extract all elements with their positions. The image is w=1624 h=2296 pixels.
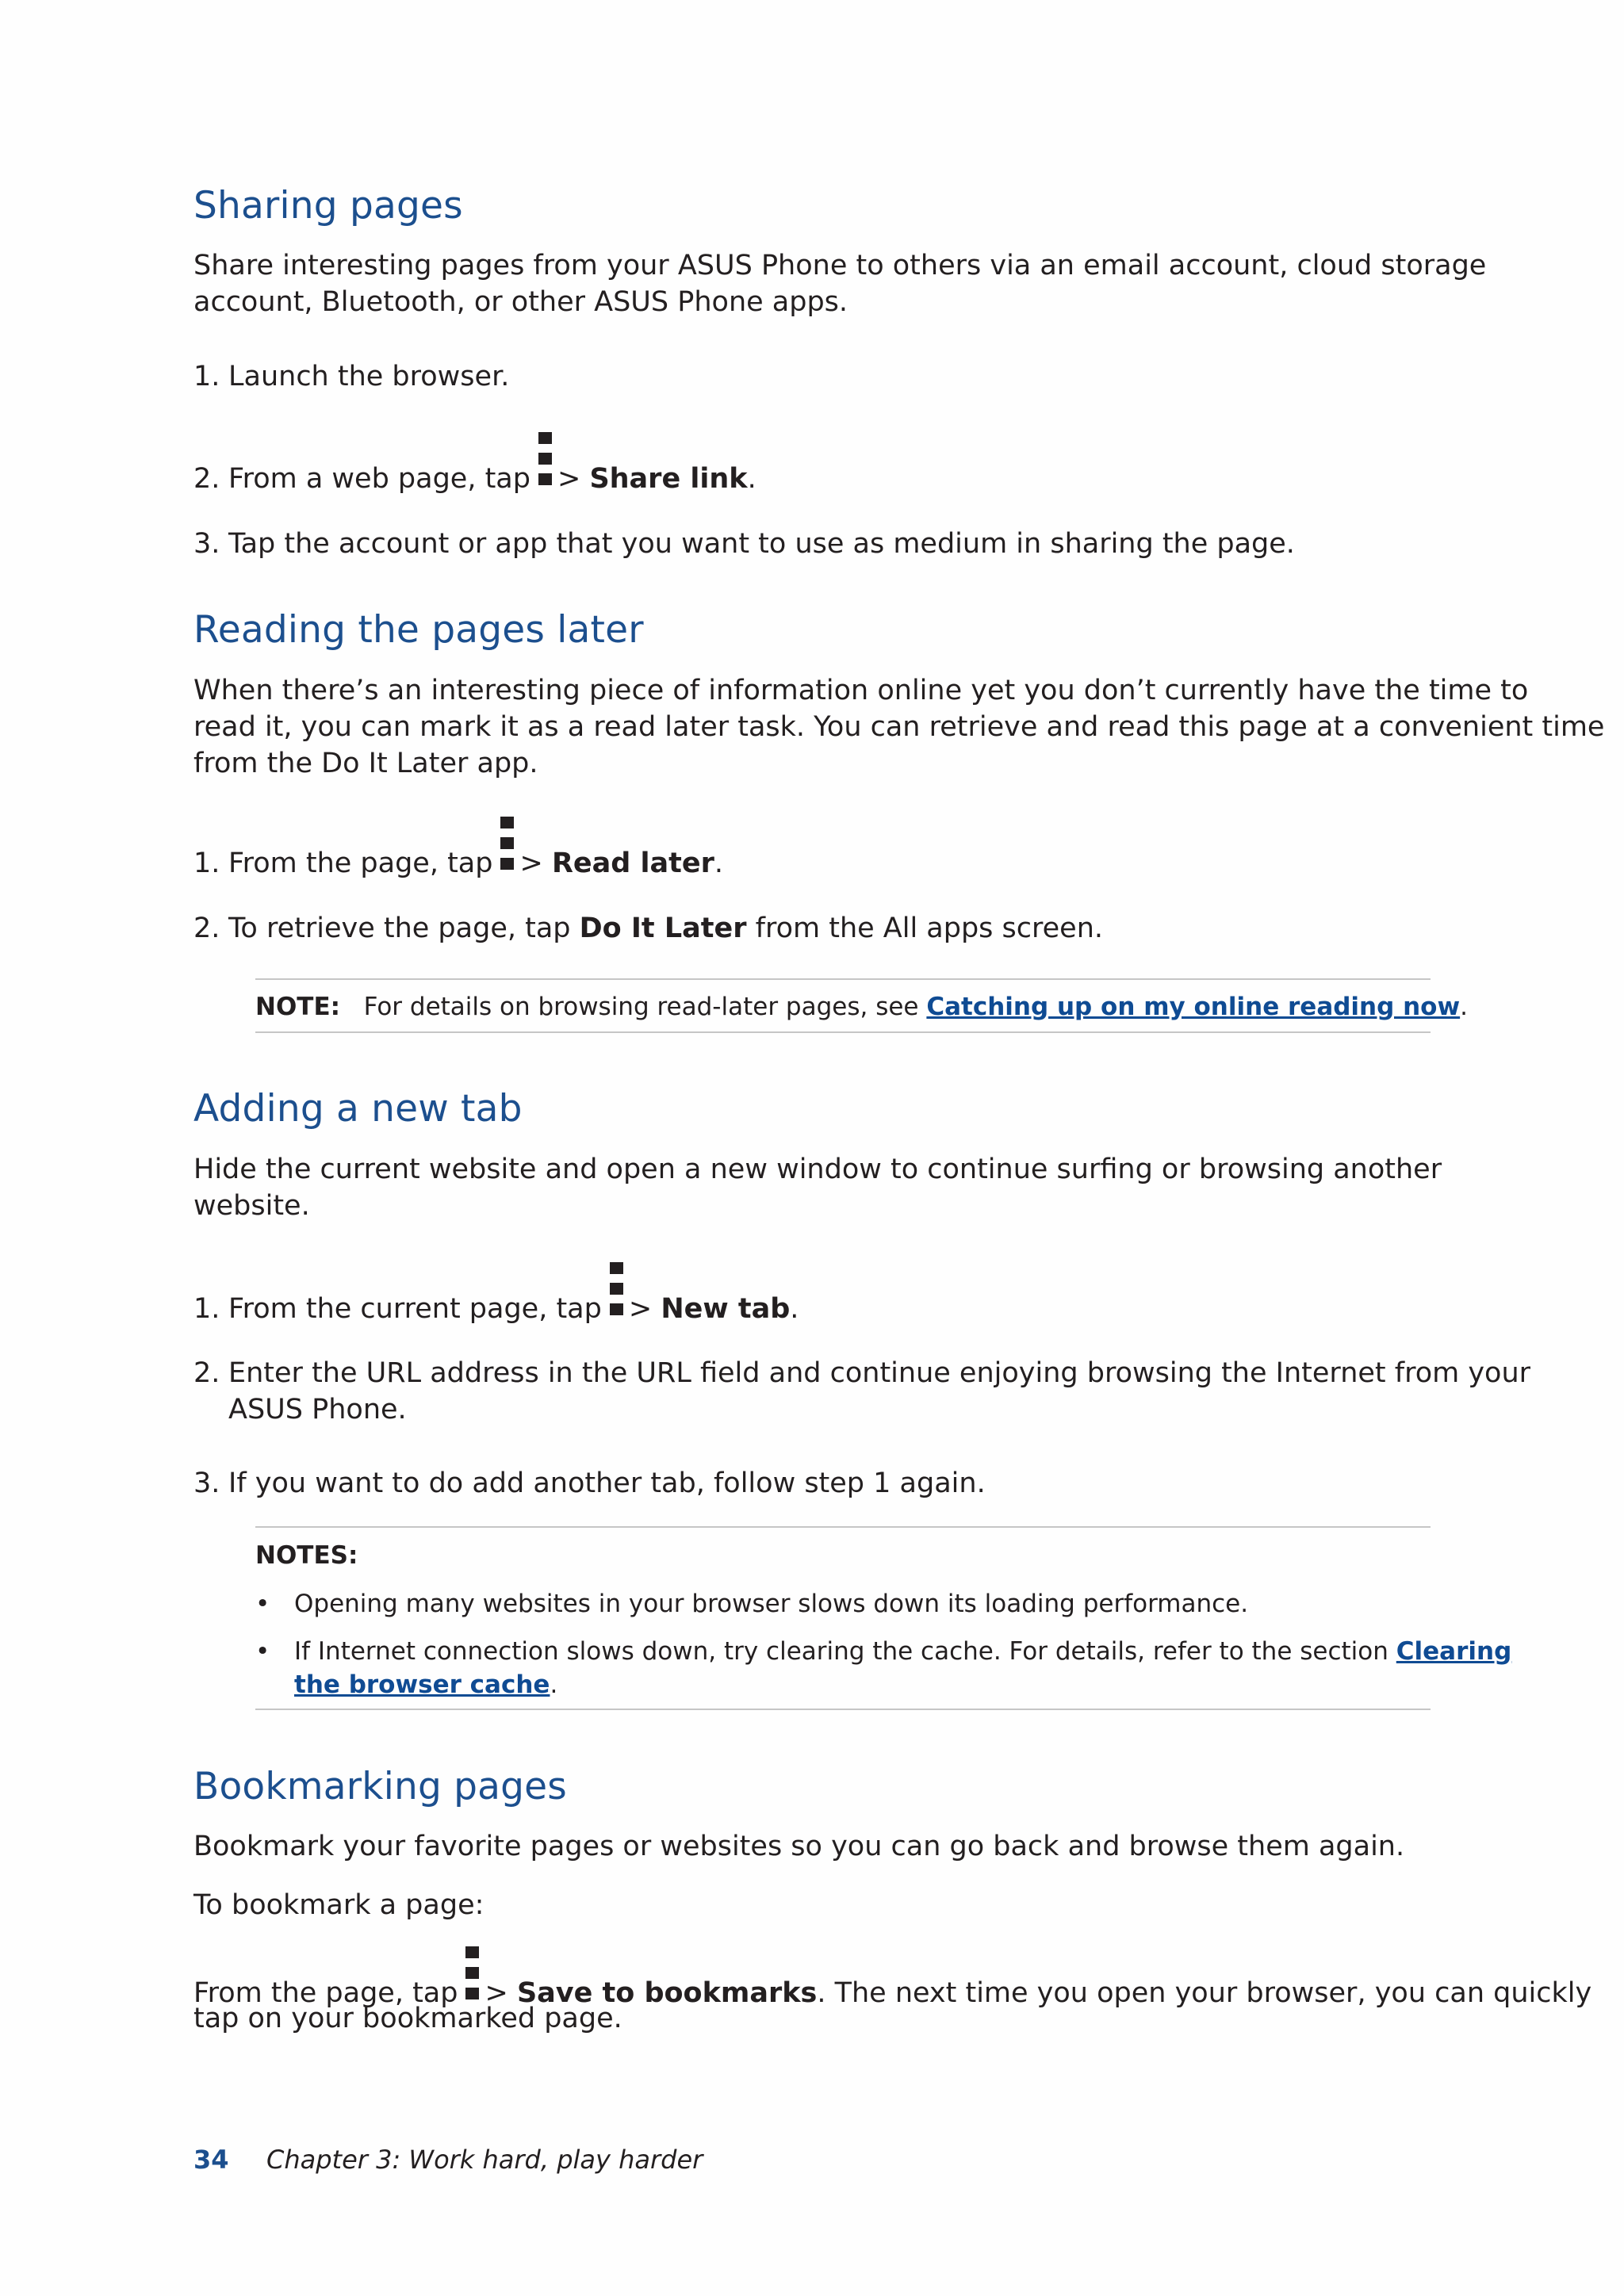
- notes-top-rule: [255, 1526, 1431, 1528]
- sharing-intro-line2: account, Bluetooth, or other ASUS Phone apps.: [193, 286, 848, 318]
- step-number: 3.: [193, 1468, 220, 1499]
- page-number: 34: [193, 2145, 229, 2175]
- section-heading-bookmarking: Bookmarking pages: [193, 1765, 567, 1808]
- newtab-intro-line2: website.: [193, 1190, 310, 1222]
- more-options-icon: [538, 432, 553, 488]
- notes-bullet-2: [294, 1637, 1511, 1666]
- reading-note: [255, 993, 1468, 1021]
- sharing-intro-line1: Share interesting pages from your ASUS Phone to others via an email account, cloud storage: [193, 250, 1487, 281]
- step-text: From the page, tap: [193, 1977, 458, 2009]
- step-separator: >: [628, 1293, 653, 1325]
- bookmark-subheading: To bookmark a page:: [193, 1889, 485, 1921]
- bullet-marker: •: [255, 1590, 270, 1618]
- note-punct: .: [1460, 993, 1468, 1021]
- clearing-cache-link[interactable]: Clearing: [1396, 1637, 1512, 1666]
- step-text: If you want to do add another tab, follow step 1 again.: [228, 1468, 986, 1499]
- newtab-step-2: [193, 1355, 1530, 1391]
- newtab-step-1: [193, 1262, 799, 1327]
- step-separator: >: [485, 1977, 508, 2009]
- step-number: 2.: [193, 913, 220, 944]
- step-number: 1.: [193, 848, 220, 879]
- step-text: . The next time you open your browser, you can quickly: [817, 1977, 1592, 2009]
- step-punct: .: [790, 1293, 799, 1325]
- note-bottom-rule: [255, 1031, 1431, 1033]
- note-top-rule: [255, 978, 1431, 980]
- step-text: From a web page, tap: [228, 463, 530, 495]
- step-separator: >: [557, 463, 581, 495]
- bullet-marker: •: [255, 1637, 270, 1666]
- bookmark-instruction-line2: tap on your bookmarked page.: [193, 2003, 622, 2034]
- bookmark-intro: Bookmark your favorite pages or websites so you can go back and browse them again.: [193, 1831, 1405, 1862]
- more-options-icon: [500, 817, 515, 872]
- step-text: To retrieve the page, tap: [228, 913, 571, 944]
- notes-bullet-1: Opening many websites in your browser slows down its loading performance.: [294, 1590, 1249, 1618]
- step-number: 3.: [193, 528, 220, 560]
- step-text: Enter the URL address in the URL field and continue enjoying browsing the Internet from your: [228, 1357, 1531, 1389]
- reading-intro-line3: from the Do It Later app.: [193, 748, 538, 779]
- step-number: 2.: [193, 463, 220, 495]
- step-action: Share link: [589, 463, 748, 495]
- step-text: From the current page, tap: [228, 1293, 602, 1325]
- step-text: from the All apps screen.: [755, 913, 1104, 944]
- reading-intro-line1: When there’s an interesting piece of information online yet you don’t currently have the time to: [193, 675, 1529, 706]
- clearing-cache-link-cont[interactable]: the browser cache: [294, 1670, 550, 1699]
- step-punct: .: [714, 848, 723, 879]
- section-heading-reading-later: Reading the pages later: [193, 608, 644, 652]
- notes-bottom-rule: [255, 1709, 1431, 1710]
- reading-step-2: [193, 910, 1103, 947]
- reading-step-1: [193, 817, 723, 882]
- note-text: If Internet connection slows down, try clearing the cache. For details, refer to the section: [294, 1637, 1388, 1666]
- note-label: NOTE:: [255, 993, 341, 1021]
- note-text: For details on browsing read-later pages, see: [363, 993, 919, 1021]
- step-separator: >: [519, 848, 543, 879]
- catching-up-link[interactable]: Catching up on my online reading now: [926, 993, 1461, 1021]
- reading-intro-line2: read it, you can mark it as a read later task. You can retrieve and read this page at a convenient time: [193, 711, 1605, 743]
- step-number: 1.: [193, 361, 220, 392]
- notes-label: NOTES:: [255, 1541, 358, 1570]
- step-punct: .: [747, 463, 756, 495]
- step-number: 2.: [193, 1357, 220, 1389]
- sharing-step-1: [193, 358, 509, 395]
- app-name: Do It Later: [579, 913, 747, 944]
- more-options-icon: [465, 1946, 480, 2002]
- step-text: Tap the account or app that you want to use as medium in sharing the page.: [228, 528, 1295, 560]
- step-action: Read later: [551, 848, 714, 879]
- section-heading-new-tab: Adding a new tab: [193, 1087, 523, 1131]
- step-action: New tab: [661, 1293, 791, 1325]
- step-text: Launch the browser.: [228, 361, 510, 392]
- notes-bullet-2-cont: [294, 1670, 557, 1699]
- more-options-icon: [610, 1262, 624, 1318]
- newtab-step-2-cont: ASUS Phone.: [228, 1394, 407, 1425]
- sharing-step-3: [193, 526, 1295, 562]
- newtab-step-3: [193, 1465, 986, 1502]
- section-heading-sharing: Sharing pages: [193, 184, 463, 228]
- step-action: Save to bookmarks: [516, 1977, 818, 2009]
- note-punct: .: [550, 1670, 558, 1699]
- sharing-step-2: [193, 432, 756, 497]
- step-number: 1.: [193, 1293, 220, 1325]
- step-text: From the page, tap: [228, 848, 493, 879]
- newtab-intro-line1: Hide the current website and open a new window to continue surfing or browsing another: [193, 1154, 1442, 1185]
- chapter-title: Chapter 3: Work hard, play harder: [266, 2145, 703, 2175]
